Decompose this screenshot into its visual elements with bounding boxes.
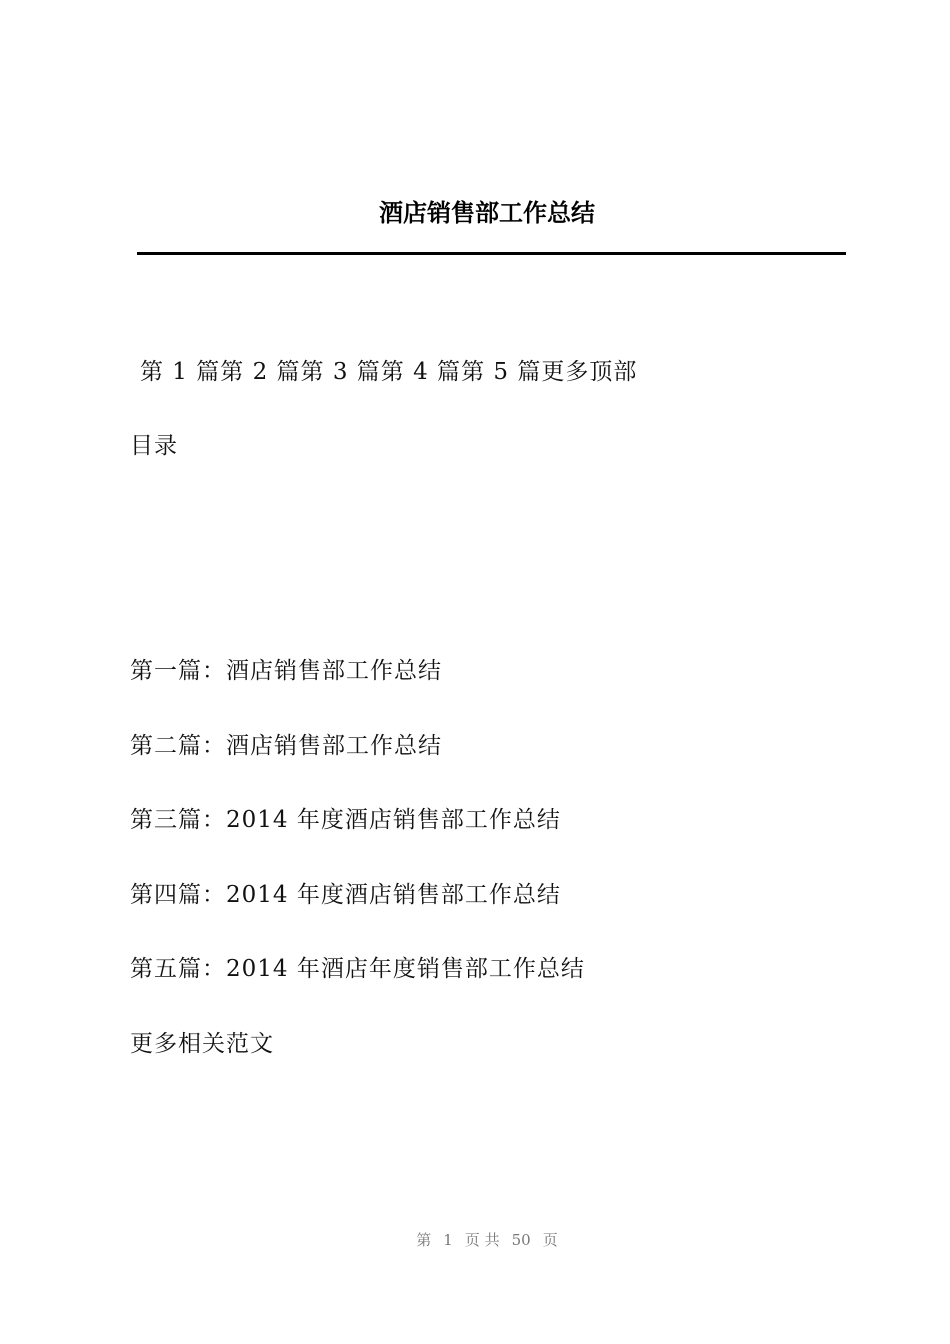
- toc-item-part-3[interactable]: 第三篇：2014 年度酒店销售部工作总结: [130, 807, 561, 833]
- nav-part-4-link[interactable]: 第 4 篇: [380, 359, 462, 385]
- nav-part-1-link[interactable]: 第 1 篇: [140, 359, 221, 385]
- nav-part-3-link[interactable]: 第 3 篇: [300, 359, 381, 385]
- nav-part-5-link[interactable]: 第 5 篇: [461, 359, 542, 385]
- toc-item-part-4[interactable]: 第四篇：2014 年度酒店销售部工作总结: [130, 882, 561, 908]
- footer-page-total: 50: [511, 1231, 531, 1249]
- page-footer: [0, 1229, 950, 1250]
- document-title: 酒店销售部工作总结: [379, 199, 595, 227]
- part-navigation: [140, 353, 637, 386]
- toc-heading: 目录: [130, 433, 178, 459]
- title-underline: [137, 252, 846, 255]
- toc-item-part-2[interactable]: 第二篇：酒店销售部工作总结: [130, 733, 442, 759]
- more-related-link[interactable]: 更多相关范文: [130, 1031, 274, 1057]
- footer-page-middle: 页 共: [464, 1231, 500, 1249]
- footer-page-current: 1: [443, 1231, 453, 1249]
- toc-item-part-1[interactable]: 第一篇：酒店销售部工作总结: [130, 658, 442, 684]
- toc-item-part-5[interactable]: 第五篇：2014 年酒店年度销售部工作总结: [130, 956, 585, 982]
- nav-top-link[interactable]: 顶部: [589, 359, 638, 385]
- nav-more-link[interactable]: 更多: [541, 359, 590, 385]
- footer-page-suffix: 页: [542, 1231, 558, 1249]
- nav-part-2-link[interactable]: 第 2 篇: [220, 359, 301, 385]
- footer-page-prefix: 第: [416, 1231, 432, 1249]
